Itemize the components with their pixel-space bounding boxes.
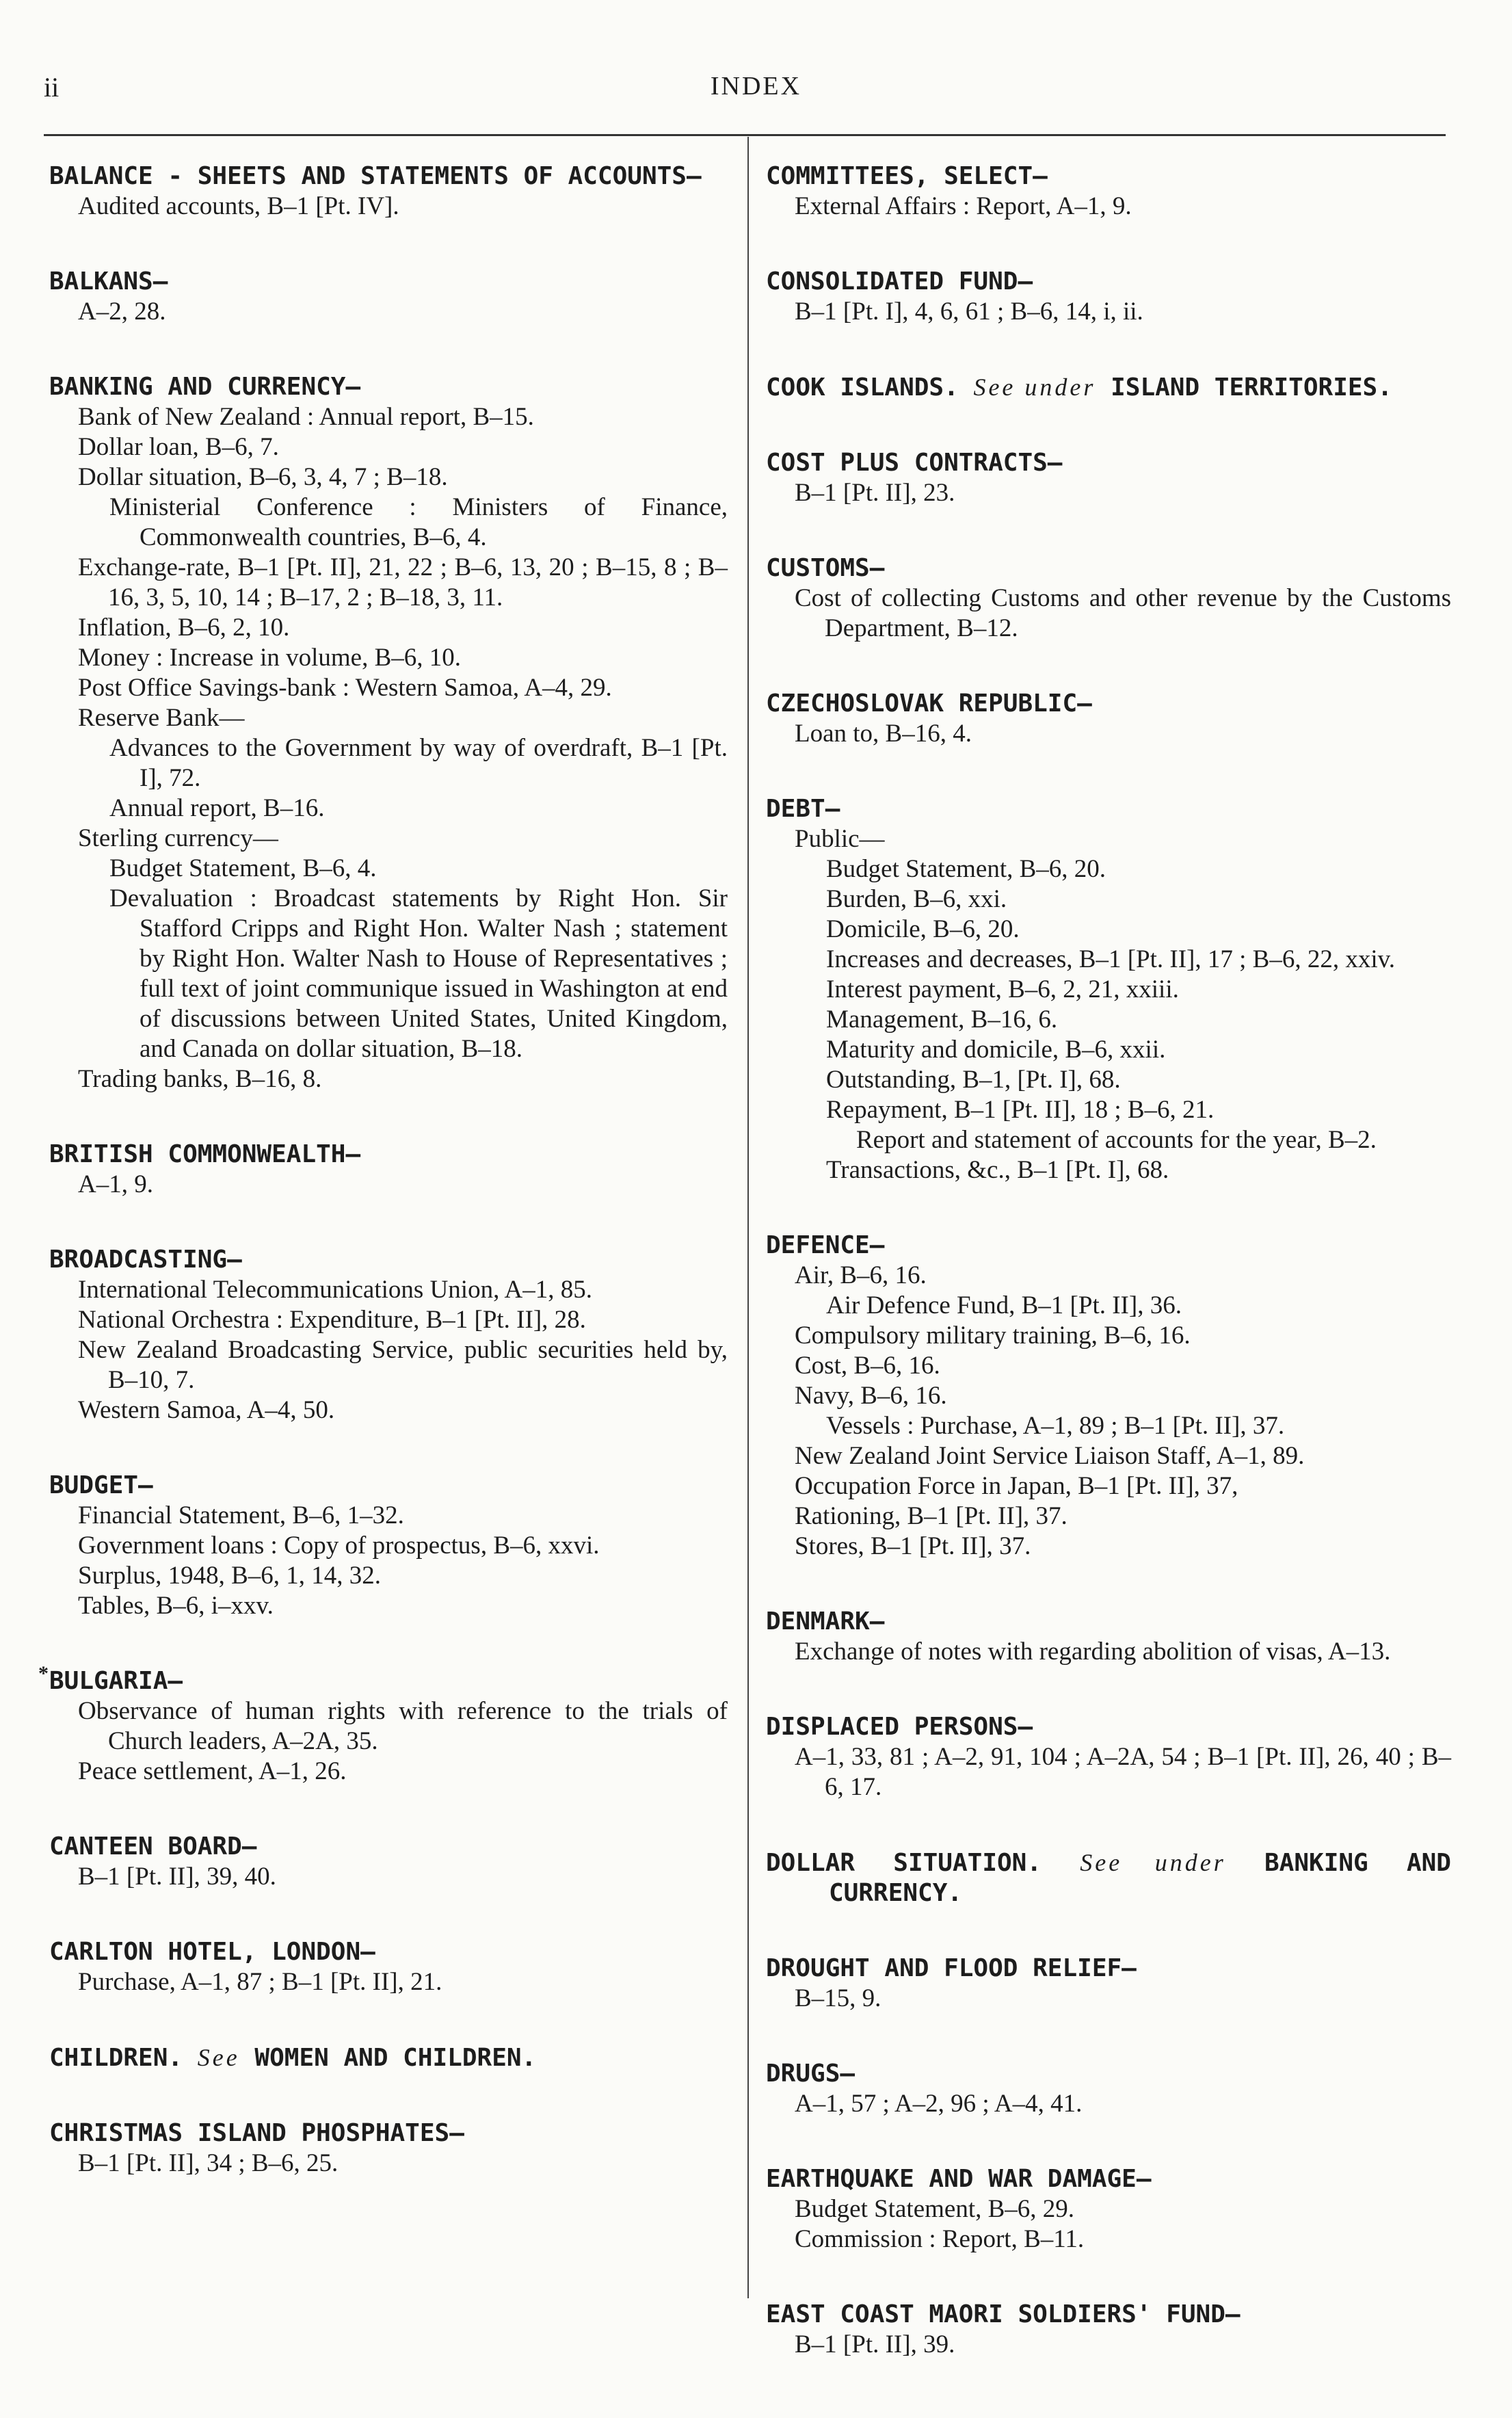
entry-subsubitem: Domicile, B–6, 20.	[826, 915, 1020, 943]
entry-subitem: Dollar situation, B–6, 3, 4, 7 ; B–18.	[78, 463, 448, 491]
entry-heading	[766, 2300, 1451, 2330]
entry-heading-text: CHILDREN.	[49, 2044, 183, 2072]
index-entry-consolidated-fund	[766, 267, 1451, 327]
entry-subsubitem: Advances to the Government by way of overdraft, B–1 [Pt. I], 72.	[109, 734, 728, 792]
index-entry-czechoslovak-republic	[766, 689, 1451, 749]
entry-subsubitem: Ministerial Conference : Ministers of Finance, Commonwealth countries, B–6, 4.	[109, 493, 728, 551]
entry-subitem: Cost of collecting Customs and other revenue by the Customs Department, B–12.	[795, 584, 1451, 642]
entry-subsubitem: Repayment, B–1 [Pt. II], 18 ; B–6, 21.	[826, 1096, 1215, 1124]
entry-subitem: Dollar loan, B–6, 7.	[78, 433, 279, 461]
index-entry-earthquake-and-war-damage	[766, 2164, 1451, 2255]
entry-subitem: Bank of New Zealand : Annual report, B–15.	[78, 403, 534, 431]
entry-subitem: Loan to, B–16, 4.	[795, 720, 972, 748]
index-entry-broadcasting	[49, 1245, 728, 1425]
index-entry-denmark	[766, 1607, 1451, 1667]
entry-subitem: B–1 [Pt. II], 23.	[795, 479, 955, 507]
entry-heading	[766, 1712, 1451, 1742]
entry-heading-text: DENMARK—	[766, 1607, 885, 1635]
entry-heading	[766, 794, 1451, 824]
entry-subitem: Cost, B–6, 16.	[795, 1352, 940, 1380]
entry-subitem: Sterling currency—	[78, 824, 278, 852]
see-target: BANKING AND CURRENCY.	[829, 1849, 1451, 1907]
index-entry-christmas-island-phosphates	[49, 2118, 728, 2179]
index-entry-dollar-situation	[766, 1848, 1451, 1908]
entry-heading-text: EAST COAST MAORI SOLDIERS' FUND—	[766, 2300, 1241, 2328]
index-entry-canteen-board	[49, 1832, 728, 1892]
entry-subitem: Surplus, 1948, B–6, 1, 14, 32.	[78, 1562, 382, 1590]
entry-subitem: Stores, B–1 [Pt. II], 37.	[795, 1532, 1031, 1560]
entry-heading-text: DOLLAR SITUATION.	[766, 1849, 1042, 1877]
entry-heading-text: BRITISH COMMONWEALTH—	[49, 1140, 361, 1168]
entry-heading	[49, 161, 728, 192]
entry-heading-text: BUDGET—	[49, 1471, 153, 1499]
entry-heading	[49, 267, 728, 297]
entry-heading	[49, 1471, 728, 1501]
entry-heading	[49, 2042, 728, 2073]
index-entry-cook-islands	[766, 372, 1451, 403]
index-entry-children	[49, 2042, 728, 2073]
entry-subitem: National Orchestra : Expenditure, B–1 [Pt. II], 28.	[78, 1306, 586, 1334]
entry-subsubitem: Air Defence Fund, B–1 [Pt. II], 36.	[826, 1291, 1182, 1319]
entry-heading	[766, 161, 1451, 192]
entry-heading-text: DISPLACED PERSONS—	[766, 1713, 1033, 1741]
entry-subitem: Trading banks, B–16, 8.	[78, 1065, 322, 1093]
index-entry-customs	[766, 553, 1451, 644]
entry-heading-text: CANTEEN BOARD—	[49, 1832, 257, 1861]
entry-heading-text: BALKANS—	[49, 267, 168, 295]
margin-marker: *	[38, 1662, 49, 1685]
entry-heading	[766, 2164, 1451, 2194]
entry-heading	[49, 1245, 728, 1275]
entry-heading	[766, 2059, 1451, 2089]
entry-heading-text: BULGARIA—	[49, 1667, 183, 1695]
entry-subitem: Peace settlement, A–1, 26.	[78, 1757, 347, 1785]
index-entry-balkans	[49, 267, 728, 327]
entry-subitem: Navy, B–6, 16.	[795, 1382, 947, 1410]
entry-subitem: Money : Increase in volume, B–6, 10.	[78, 644, 462, 672]
entry-heading-text: DEBT—	[766, 795, 840, 823]
entry-subitem: Rationing, B–1 [Pt. II], 37.	[795, 1502, 1067, 1530]
right-column	[766, 161, 1451, 2405]
index-entry-displaced-persons	[766, 1712, 1451, 1802]
entry-subitem: Commission : Report, B–11.	[795, 2225, 1085, 2253]
entry-heading-text: COMMITTEES, SELECT—	[766, 162, 1048, 190]
entry-subitem: Exchange of notes with regarding abolition of visas, A–13.	[795, 1638, 1391, 1666]
header-rule	[44, 134, 1446, 136]
entry-subsubitem: Vessels : Purchase, A–1, 89 ; B–1 [Pt. II], 37.	[826, 1412, 1285, 1440]
entry-heading-text: CZECHOSLOVAK REPUBLIC—	[766, 689, 1092, 718]
entry-subitem: External Affairs : Report, A–1, 9.	[795, 192, 1132, 220]
index-entry-balance-sheets-and-statements-of-accounts	[49, 161, 728, 222]
entry-subitem: B–1 [Pt. II], 39.	[795, 2330, 955, 2358]
entry-heading-text: DRUGS—	[766, 2060, 856, 2088]
see-reference: See under	[1080, 1849, 1226, 1876]
see-reference: See	[197, 2044, 240, 2071]
entry-heading	[766, 1848, 1451, 1908]
index-entry-drought-and-flood-relief	[766, 1954, 1451, 2014]
entry-heading	[49, 2118, 728, 2148]
entry-subsubitem: Interest payment, B–6, 2, 21, xxiii.	[826, 975, 1179, 1003]
entry-subitem: A–1, 57 ; A–2, 96 ; A–4, 41.	[795, 2090, 1083, 2118]
entry-subsubitem: Budget Statement, B–6, 4.	[109, 854, 377, 882]
entry-subitem: B–1 [Pt. II], 34 ; B–6, 25.	[78, 2149, 339, 2177]
entry-heading	[49, 1666, 728, 1696]
index-entry-committees-select	[766, 161, 1451, 222]
page-number: ii	[44, 72, 59, 103]
entry-heading-text: CHRISTMAS ISLAND PHOSPHATES—	[49, 2119, 464, 2147]
entry-subitem: A–1, 9.	[78, 1170, 153, 1198]
index-entry-banking-and-currency	[49, 372, 728, 1094]
entry-heading	[766, 372, 1451, 403]
index-entry-british-commonwealth	[49, 1140, 728, 1200]
entry-heading-text: BANKING AND CURRENCY—	[49, 373, 361, 401]
index-entry-defence	[766, 1231, 1451, 1562]
entry-subitem: A–2, 28.	[78, 298, 166, 326]
entry-subitem: Purchase, A–1, 87 ; B–1 [Pt. II], 21.	[78, 1968, 442, 1996]
entry-heading	[766, 448, 1451, 478]
entry-subitem: Observance of human rights with reference to the trials of Church leaders, A–2A, 35.	[78, 1697, 728, 1755]
entry-heading	[766, 553, 1451, 583]
index-entry-debt	[766, 794, 1451, 1185]
entry-subitem: Reserve Bank—	[78, 704, 245, 732]
entry-subsubitem: Burden, B–6, xxi.	[826, 885, 1007, 913]
entry-heading-text: DEFENCE—	[766, 1231, 885, 1259]
entry-heading-text: BALANCE - SHEETS AND STATEMENTS OF ACCOUNTS—	[49, 162, 702, 190]
entry-subitem: Financial Statement, B–6, 1–32.	[78, 1501, 404, 1529]
index-entry-budget	[49, 1471, 728, 1621]
index-entry-drugs	[766, 2059, 1451, 2119]
index-entry-east-coast-maori-soldiers-fund	[766, 2300, 1451, 2360]
entry-heading	[766, 1607, 1451, 1637]
entry-subitem: Budget Statement, B–6, 29.	[795, 2195, 1075, 2223]
entry-subitem: Western Samoa, A–4, 50.	[78, 1396, 335, 1424]
entry-heading	[49, 1832, 728, 1862]
entry-subitem: Exchange-rate, B–1 [Pt. II], 21, 22 ; B–6, 13, 20 ; B–15, 8 ; B–16, 3, 5, 10, 14 ; B–17, 2 ; B–18, 3, 11.	[78, 553, 728, 612]
entry-subsubitem: Budget Statement, B–6, 20.	[826, 855, 1106, 883]
entry-heading	[766, 1231, 1451, 1261]
entry-subsubitem: Devaluation : Broadcast statements by Right Hon. Sir Stafford Cripps and Right Hon. Walter Nash ; statement by Right Hon. Walter Nash to House of Representatives ; full text of joint communique issued in Washington at end of discussions between United States, United Kingdom, and Canada on dollar situation, B–18.	[109, 884, 728, 1063]
entry-heading-text: BROADCASTING—	[49, 1246, 242, 1274]
index-entry-cost-plus-contracts	[766, 448, 1451, 508]
entry-subitem: B–15, 9.	[795, 1984, 881, 2012]
entry-subsubitem: Annual report, B–16.	[109, 794, 325, 822]
entry-heading	[49, 372, 728, 402]
entry-heading-text: EARTHQUAKE AND WAR DAMAGE—	[766, 2165, 1152, 2193]
entry-heading-text: COST PLUS CONTRACTS—	[766, 449, 1063, 477]
entry-heading	[49, 1937, 728, 1967]
entry-heading-text: DROUGHT AND FLOOD RELIEF—	[766, 1954, 1137, 1982]
entry-heading-text: COOK ISLANDS.	[766, 373, 959, 402]
entry-subitem: Government loans : Copy of prospectus, B–6, xxvi.	[78, 1532, 600, 1560]
entry-subsubitem: Report and statement of accounts for the year, B–2.	[856, 1126, 1377, 1154]
entry-subitem: New Zealand Joint Service Liaison Staff, A–1, 89.	[795, 1442, 1305, 1470]
entry-subitem: Compulsory military training, B–6, 16.	[795, 1322, 1191, 1350]
entry-subitem: International Telecommunications Union, A–1, 85.	[78, 1276, 592, 1304]
index-entry-bulgaria	[38, 1662, 728, 1787]
entry-heading	[766, 689, 1451, 719]
entry-subitem: Post Office Savings-bank : Western Samoa, A–4, 29.	[78, 674, 612, 702]
left-column	[38, 161, 728, 2224]
entry-subitem: B–1 [Pt. II], 39, 40.	[78, 1863, 276, 1891]
entry-subitem: Audited accounts, B–1 [Pt. IV].	[78, 192, 399, 220]
entry-heading	[766, 267, 1451, 297]
column-divider	[747, 137, 749, 2298]
entry-subitem: B–1 [Pt. I], 4, 6, 61 ; B–6, 14, i, ii.	[795, 298, 1143, 326]
entry-heading-text: CUSTOMS—	[766, 554, 885, 582]
see-reference: See under	[973, 373, 1096, 401]
entry-subitem: Inflation, B–6, 2, 10.	[78, 614, 290, 642]
entry-heading	[49, 1140, 728, 1170]
entry-subitem: Occupation Force in Japan, B–1 [Pt. II], 37,	[795, 1472, 1238, 1500]
see-target: ISLAND TERRITORIES.	[1111, 373, 1392, 402]
index-entry-carlton-hotel-london	[49, 1937, 728, 1997]
entry-subitem: Air, B–6, 16.	[795, 1261, 927, 1289]
entry-subsubitem: Increases and decreases, B–1 [Pt. II], 17 ; B–6, 22, xxiv.	[826, 945, 1395, 973]
entry-subitem: New Zealand Broadcasting Service, public securities held by, B–10, 7.	[78, 1336, 728, 1394]
entry-heading	[766, 1954, 1451, 1984]
entry-heading-text: CONSOLIDATED FUND—	[766, 267, 1033, 295]
entry-subsubitem: Management, B–16, 6.	[826, 1006, 1058, 1034]
entry-subitem: Public—	[795, 825, 885, 853]
entry-subitem: A–1, 33, 81 ; A–2, 91, 104 ; A–2A, 54 ; B–1 [Pt. II], 26, 40 ; B–6, 17.	[795, 1743, 1451, 1801]
running-head: INDEX	[710, 72, 802, 101]
entry-heading-text: CARLTON HOTEL, LONDON—	[49, 1938, 375, 1966]
entry-subsubitem: Outstanding, B–1, [Pt. I], 68.	[826, 1066, 1121, 1094]
entry-subsubitem: Transactions, &c., B–1 [Pt. I], 68.	[826, 1156, 1169, 1184]
entry-subitem: Tables, B–6, i–xxv.	[78, 1592, 274, 1620]
see-target: WOMEN AND CHILDREN.	[254, 2044, 537, 2072]
entry-subsubitem: Maturity and domicile, B–6, xxii.	[826, 1036, 1166, 1064]
